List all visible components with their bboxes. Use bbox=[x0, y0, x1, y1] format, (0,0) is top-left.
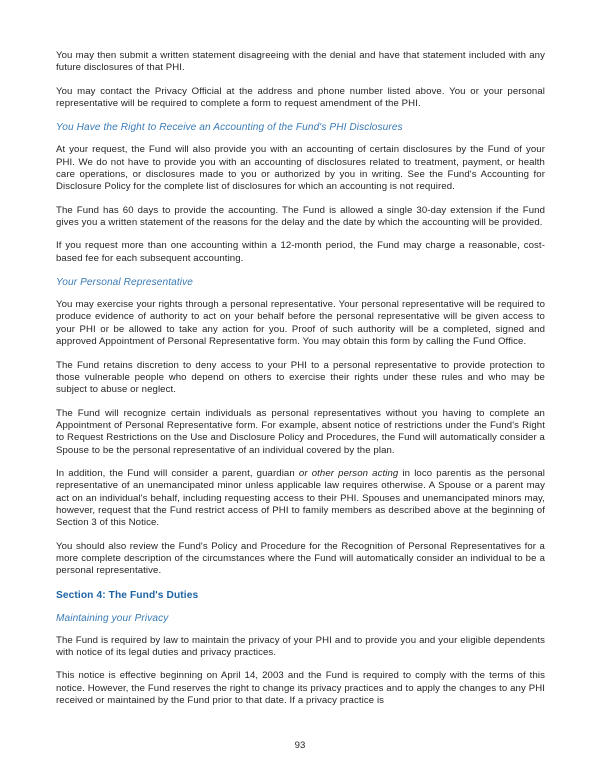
body-paragraph bbox=[56, 468, 545, 530]
body-paragraph: You may contact the Privacy Official at the address and phone number listed above. You or your personal representative will be required to complete a form to request amendment of the PHI. bbox=[56, 85, 545, 110]
body-paragraph: At your request, the Fund will also provide you with an accounting of certain disclosures by the Fund of your PHI. We do not have to provide you with an accounting of disclosures related to treatment, payment, or health care operations, or disclosures made to you or authorized by you in writing. See the Fund's Accounting for Disclosure Policy for the complete list of disclosures for which an accounting is not required. bbox=[56, 144, 545, 193]
document-body bbox=[56, 50, 545, 707]
body-paragraph: The Fund retains discretion to deny access to your PHI to a personal representative to provide protection to those vulnerable people who depend on others to exercise their rights under these rules and who may be subject to abuse or neglect. bbox=[56, 359, 545, 396]
body-paragraph: The Fund is required by law to maintain the privacy of your PHI and to provide you and your eligible dependents with notice of its legal duties and privacy practices. bbox=[56, 634, 545, 658]
page-number: 93 bbox=[294, 740, 306, 751]
body-paragraph: You should also review the Fund's Policy and Procedure for the Recognition of Personal Representatives for a more complete description of the circumstances where the Fund will automatically consider an individual to be a personal representative. bbox=[56, 540, 545, 577]
body-paragraph: You may then submit a written statement disagreeing with the denial and have that statement included with any future disclosures of that PHI. bbox=[56, 50, 545, 74]
text-run: In addition, the Fund will consider a parent, guardian bbox=[56, 467, 299, 479]
section-heading: Section 4: The Fund's Duties bbox=[56, 589, 199, 601]
body-paragraph: The Fund will recognize certain individuals as personal representatives without you having to complete an Appointment of Personal Representative form. For example, absent notice of restrictions under the Fund's Right to Request Restrictions on the Use and Disclosure Policy and Procedures, the Fund will automatically consider a Spouse to be the personal representative of an individual covered by the plan. bbox=[56, 407, 545, 456]
sub-heading: Your Personal Representative bbox=[56, 277, 193, 289]
body-paragraph: This notice is effective beginning on April 14, 2003 and the Fund is required to comply with the terms of this notice. However, the Fund reserves the right to change its privacy practices and to apply the changes to any PHI received or maintained by the Fund prior to that date. If a privacy practice is bbox=[56, 670, 545, 707]
body-paragraph: You may exercise your rights through a personal representative. Your personal representative will be required to produce evidence of authority to act on your behalf before the personal representative will be given access to your PHI or be allowed to take any action for you. Proof of such authority will be a completed, signed and approved Appointment of Personal Representative form. You may obtain this form by calling the Fund Office. bbox=[56, 299, 545, 348]
sub-heading: You Have the Right to Receive an Accounting of the Fund's PHI Disclosures bbox=[56, 122, 403, 134]
sub-heading: Maintaining your Privacy bbox=[56, 612, 169, 624]
body-paragraph: If you request more than one accounting within a 12-month period, the Fund may charge a reasonable, cost-based fee for each subsequent accounting. bbox=[56, 240, 545, 264]
text-run: in loco parentis as the personal representative of an unemancipated minor unless applicable law requires otherwise. A Spouse or a parent may act on an individual's behalf, including requesting access to their PHI. Spouses and unemancipated minors may, however, request that the Fund restrict access of PHI to family members as described above at the beginning of Section 3 of this Notice. bbox=[56, 467, 545, 529]
body-paragraph: The Fund has 60 days to provide the accounting. The Fund is allowed a single 30-day extension if the Fund gives you a written statement of the reasons for the delay and the date by which the accounting will be provided. bbox=[56, 204, 545, 229]
emphasized-text: or other person acting bbox=[298, 467, 399, 479]
